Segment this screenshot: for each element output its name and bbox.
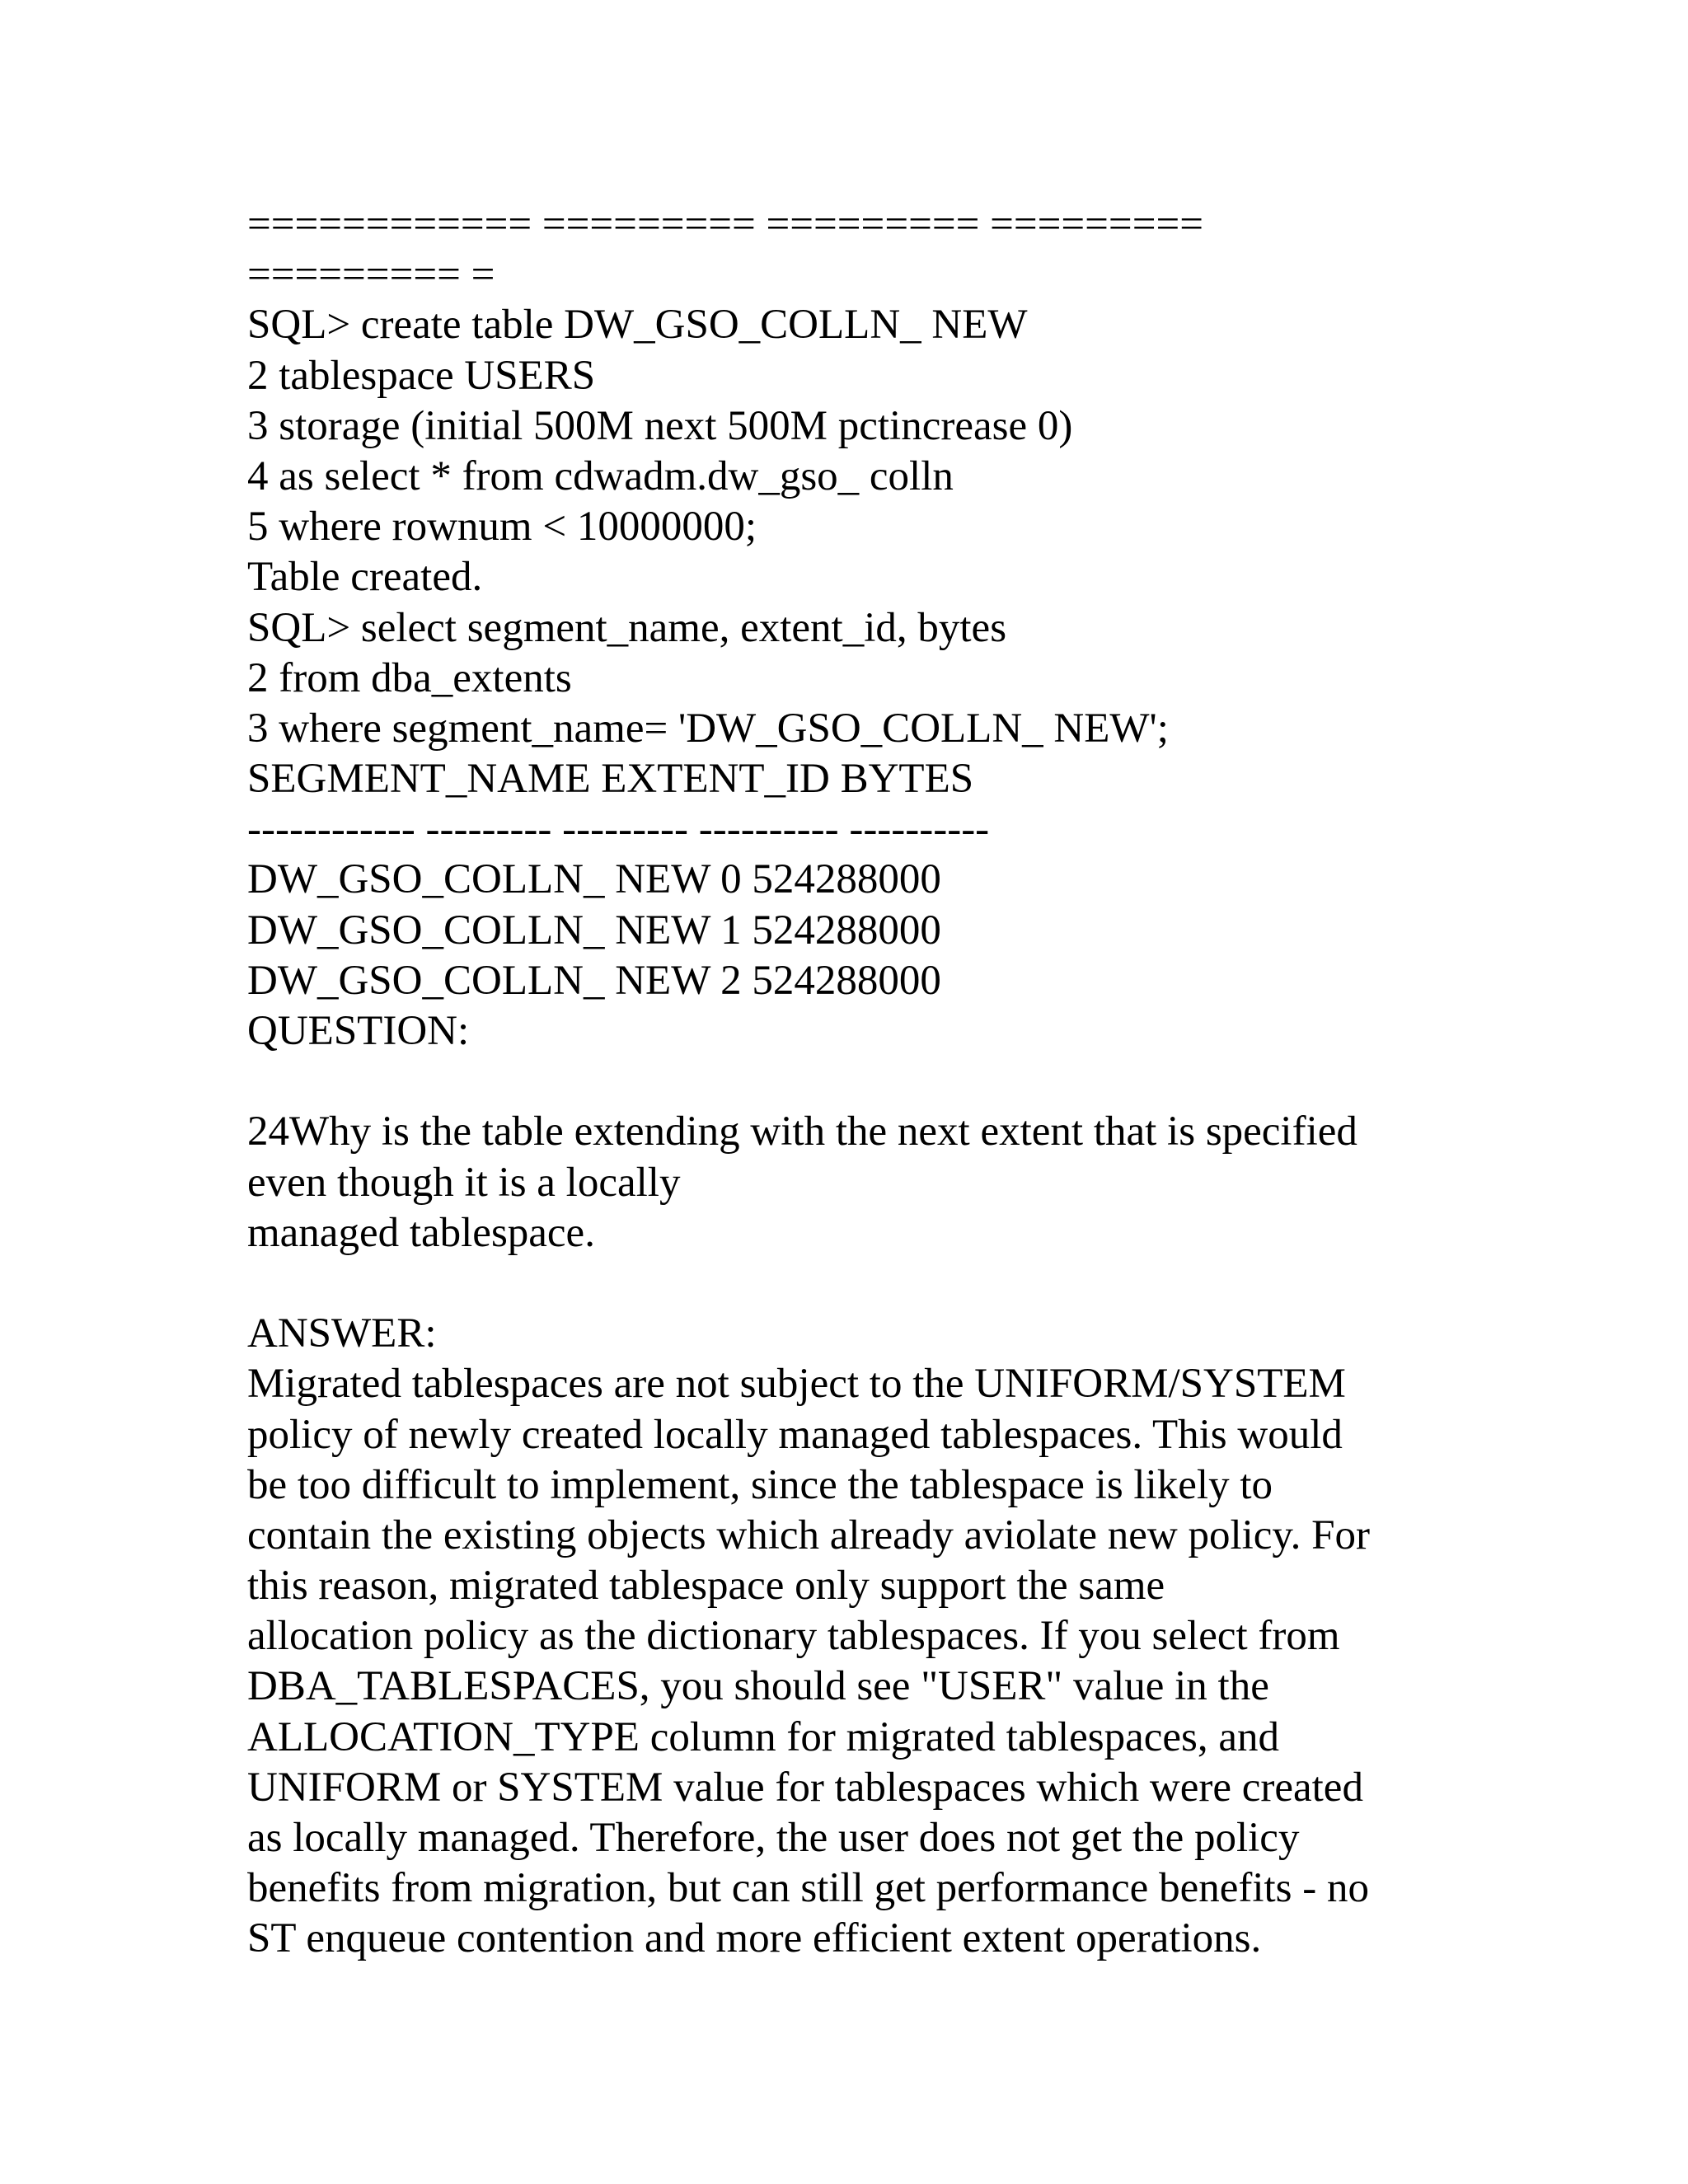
sql-output-line: Table created. (247, 554, 483, 601)
answer-line: as locally managed. Therefore, the user does not get the policy (247, 1815, 1300, 1861)
sql-line: 2 tablespace USERS (247, 352, 596, 399)
sql-line: 3 storage (initial 500M next 500M pctincrease 0) (247, 402, 1073, 449)
document-body (247, 199, 1451, 1965)
answer-line: ST enqueue contention and more efficient extent operations. (247, 1915, 1262, 1962)
result-row: DW_GSO_COLLN_ NEW 1 524288000 (247, 907, 941, 954)
result-header-line: SEGMENT_NAME EXTENT_ID BYTES (247, 756, 974, 803)
answer-line: this reason, migrated tablespace only support the same (247, 1563, 1165, 1610)
blank-line (247, 1057, 1451, 1107)
answer-label: ANSWER: (247, 1310, 437, 1357)
blank-line (247, 1258, 1451, 1309)
answer-text (247, 1359, 1451, 1964)
sql-block (247, 199, 1451, 1006)
answer-line: allocation policy as the dictionary tablespaces. If you select from (247, 1613, 1340, 1660)
question-line: 24Why is the table extending with the next extent that is specified (247, 1108, 1357, 1155)
sql-line: SQL> select segment_name, extent_id, bytes (247, 604, 1007, 651)
result-divider-line: ------------ --------- --------- ---------- ---------- (247, 806, 990, 853)
answer-line: contain the existing objects which already aviolate new policy. For (247, 1511, 1370, 1558)
question-label: QUESTION: (247, 1008, 470, 1054)
sql-line: 5 where rownum < 10000000; (247, 504, 757, 551)
question-line: even though it is a locally (247, 1159, 681, 1206)
answer-line: DBA_TABLESPACES, you should see "USER" value in the (247, 1663, 1269, 1710)
answer-line: be too difficult to implement, since the tablespace is likely to (247, 1461, 1273, 1508)
separator-line: ========= = (247, 251, 495, 298)
question-line: managed tablespace. (247, 1209, 595, 1256)
sql-line: 3 where segment_name= 'DW_GSO_COLLN_ NEW'; (247, 705, 1169, 752)
sql-line: 2 from dba_extents (247, 654, 572, 701)
answer-line: ALLOCATION_TYPE column for migrated tablespaces, and (247, 1713, 1280, 1760)
answer-line: policy of newly created locally managed tablespaces. This would (247, 1411, 1343, 1458)
result-row: DW_GSO_COLLN_ NEW 0 524288000 (247, 856, 941, 903)
answer-line: Migrated tablespaces are not subject to the UNIFORM/SYSTEM (247, 1361, 1346, 1408)
sql-line: 4 as select * from cdwadm.dw_gso_ colln (247, 452, 954, 499)
answer-line: UNIFORM or SYSTEM value for tablespaces which were created (247, 1764, 1363, 1811)
separator-line: ============ ========= ========= ========= (247, 201, 1203, 247)
sql-line: SQL> create table DW_GSO_COLLN_ NEW (247, 302, 1028, 349)
question-text (247, 1107, 1451, 1258)
result-row: DW_GSO_COLLN_ NEW 2 524288000 (247, 957, 941, 1004)
answer-line: benefits from migration, but can still get performance benefits - no (247, 1865, 1369, 1912)
